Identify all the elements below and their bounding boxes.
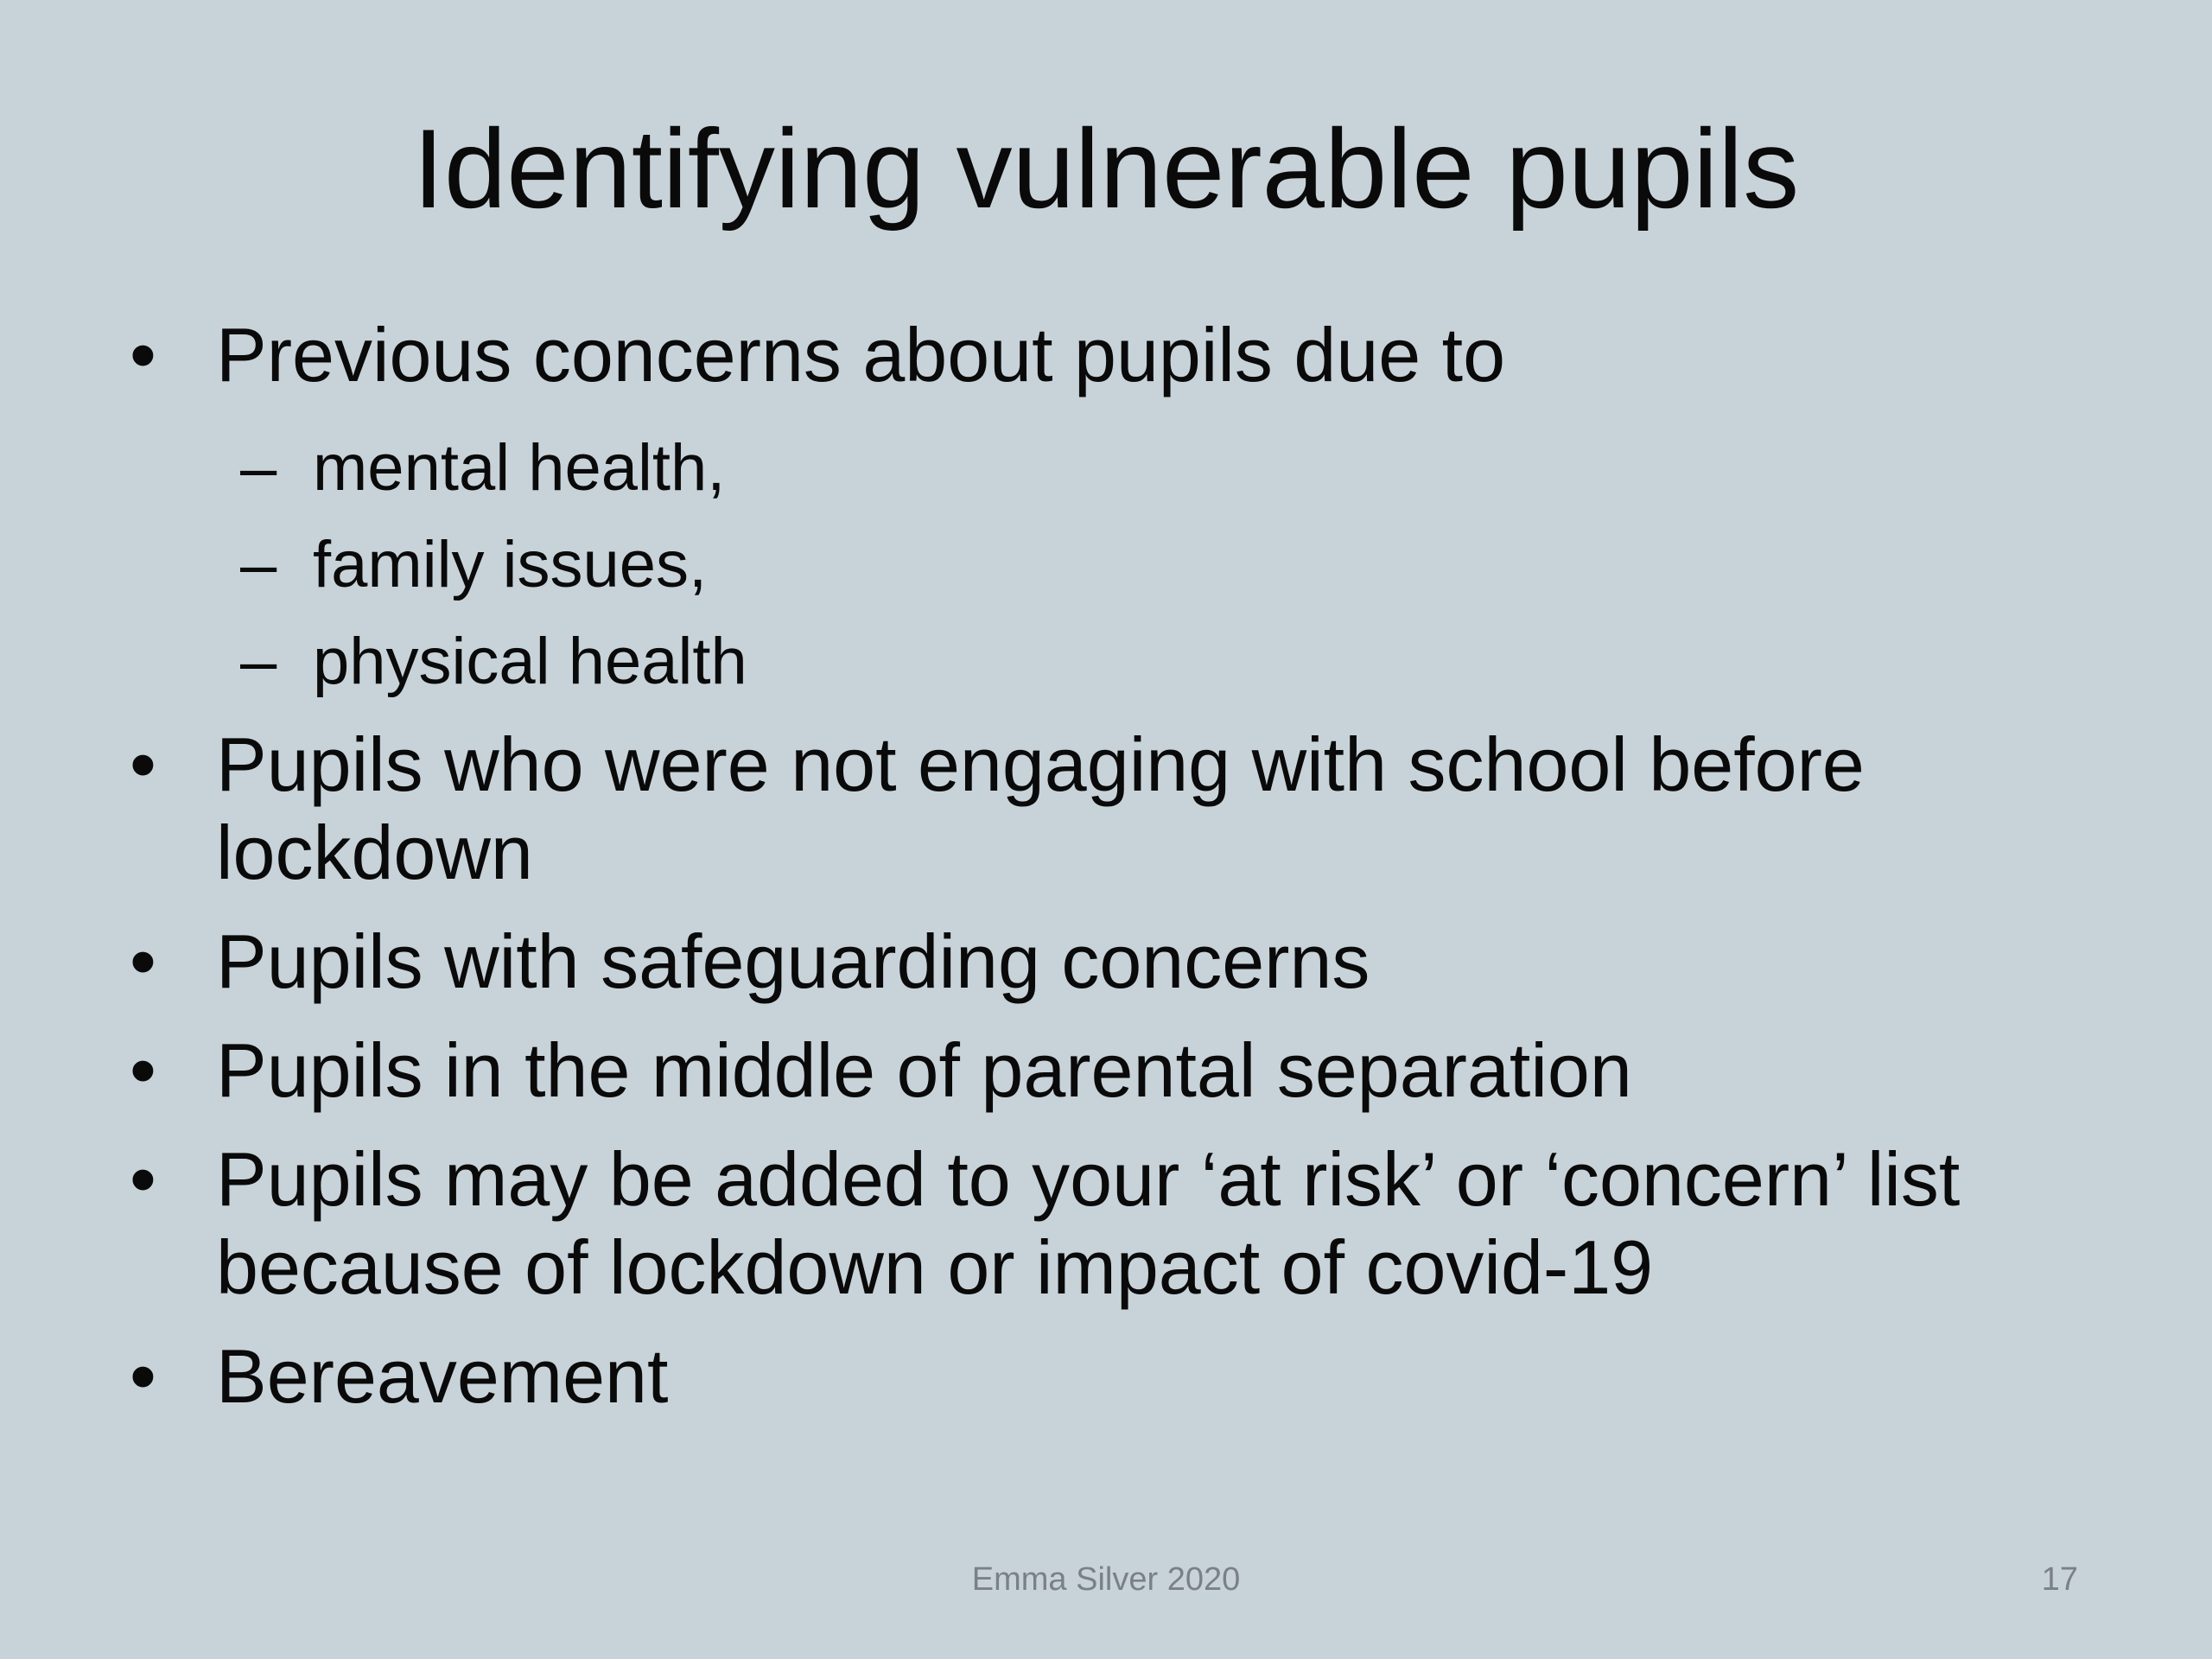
dash-icon: – [240,528,277,601]
sub-bullet-list [130,420,2091,710]
bullet-text: Pupils in the middle of parental separation [216,1027,1632,1113]
slide-title: Identifying vulnerable pupils [412,105,1800,232]
bullet-item [130,311,2091,399]
bullet-list [130,311,2091,1441]
bullet-dot-icon: • [130,312,156,397]
bullet-dot-icon: • [130,918,156,1004]
bullet-item [130,1027,2091,1115]
bullet-dot-icon: • [130,1136,156,1222]
sub-bullet-text: mental health, [313,431,726,505]
dash-icon: – [240,431,277,505]
sub-bullet-item [130,517,2091,613]
bullet-item [130,721,2091,897]
bullet-item [130,1332,2091,1421]
bullet-text: Bereavement [216,1333,669,1419]
page-number: 17 [2041,1561,2078,1598]
slide-footer: Emma Silver 2020 [971,1561,1241,1598]
bullet-text: Pupils may be added to your ‘at risk’ or ‘concern’ list because of lockdown or impact of covid-19 [216,1136,1961,1310]
bullet-text: Previous concerns about pupils due to [216,312,1506,397]
bullet-item [130,1135,2091,1312]
sub-bullet-item [130,420,2091,517]
bullet-text: Pupils with safeguarding concerns [216,918,1370,1004]
bullet-dot-icon: • [130,1027,156,1113]
sub-bullet-text: physical health [313,625,747,698]
bullet-text: Pupils who were not engaging with school before lockdown [216,721,1865,895]
dash-icon: – [240,625,277,698]
bullet-item [130,918,2091,1006]
bullet-dot-icon: • [130,721,156,807]
sub-bullet-text: family issues, [313,528,708,601]
sub-bullet-item [130,613,2091,710]
bullet-dot-icon: • [130,1333,156,1419]
